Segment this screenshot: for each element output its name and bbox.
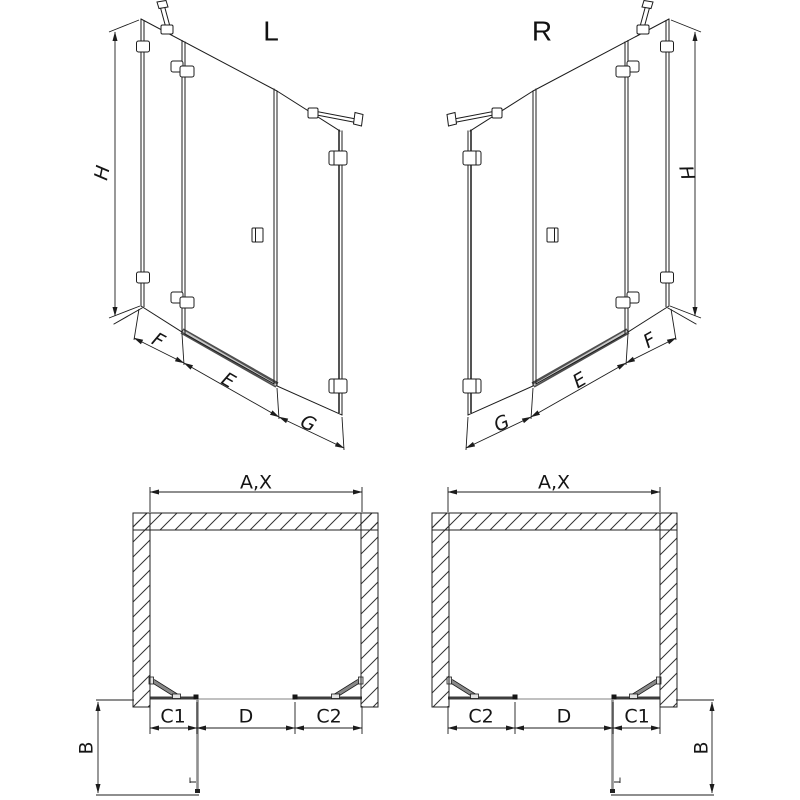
d-label-right: D <box>556 705 572 728</box>
panel-g-label-left: G <box>296 410 320 437</box>
c2-label-left: C2 <box>316 705 342 728</box>
panel-f-label-left: F <box>148 328 169 353</box>
panel-g-label-right: G <box>490 410 514 437</box>
total-width-label-left: A,X <box>239 471 273 494</box>
panel-e-label-left: E <box>217 368 239 394</box>
c1-label-right: C1 <box>624 705 650 728</box>
d-label-left: D <box>238 705 254 728</box>
variant-title-left: L <box>263 15 279 47</box>
c1-label-left: C1 <box>160 705 186 728</box>
panel-f-label-right: F <box>639 328 660 353</box>
height-label-right: H <box>674 163 699 183</box>
b-label-left: B <box>75 741 98 755</box>
perspective-view-left <box>109 1 363 451</box>
plan-walls-left <box>133 513 378 707</box>
total-width-label-right: A,X <box>537 471 571 494</box>
variant-title-right: R <box>531 15 553 47</box>
c2-label-right: C2 <box>468 705 494 728</box>
diagram-labels <box>76 15 713 754</box>
height-label-left: H <box>90 163 115 183</box>
panel-e-label-right: E <box>569 368 591 394</box>
b-label-right: B <box>690 741 713 755</box>
plan-walls-right <box>432 513 677 707</box>
